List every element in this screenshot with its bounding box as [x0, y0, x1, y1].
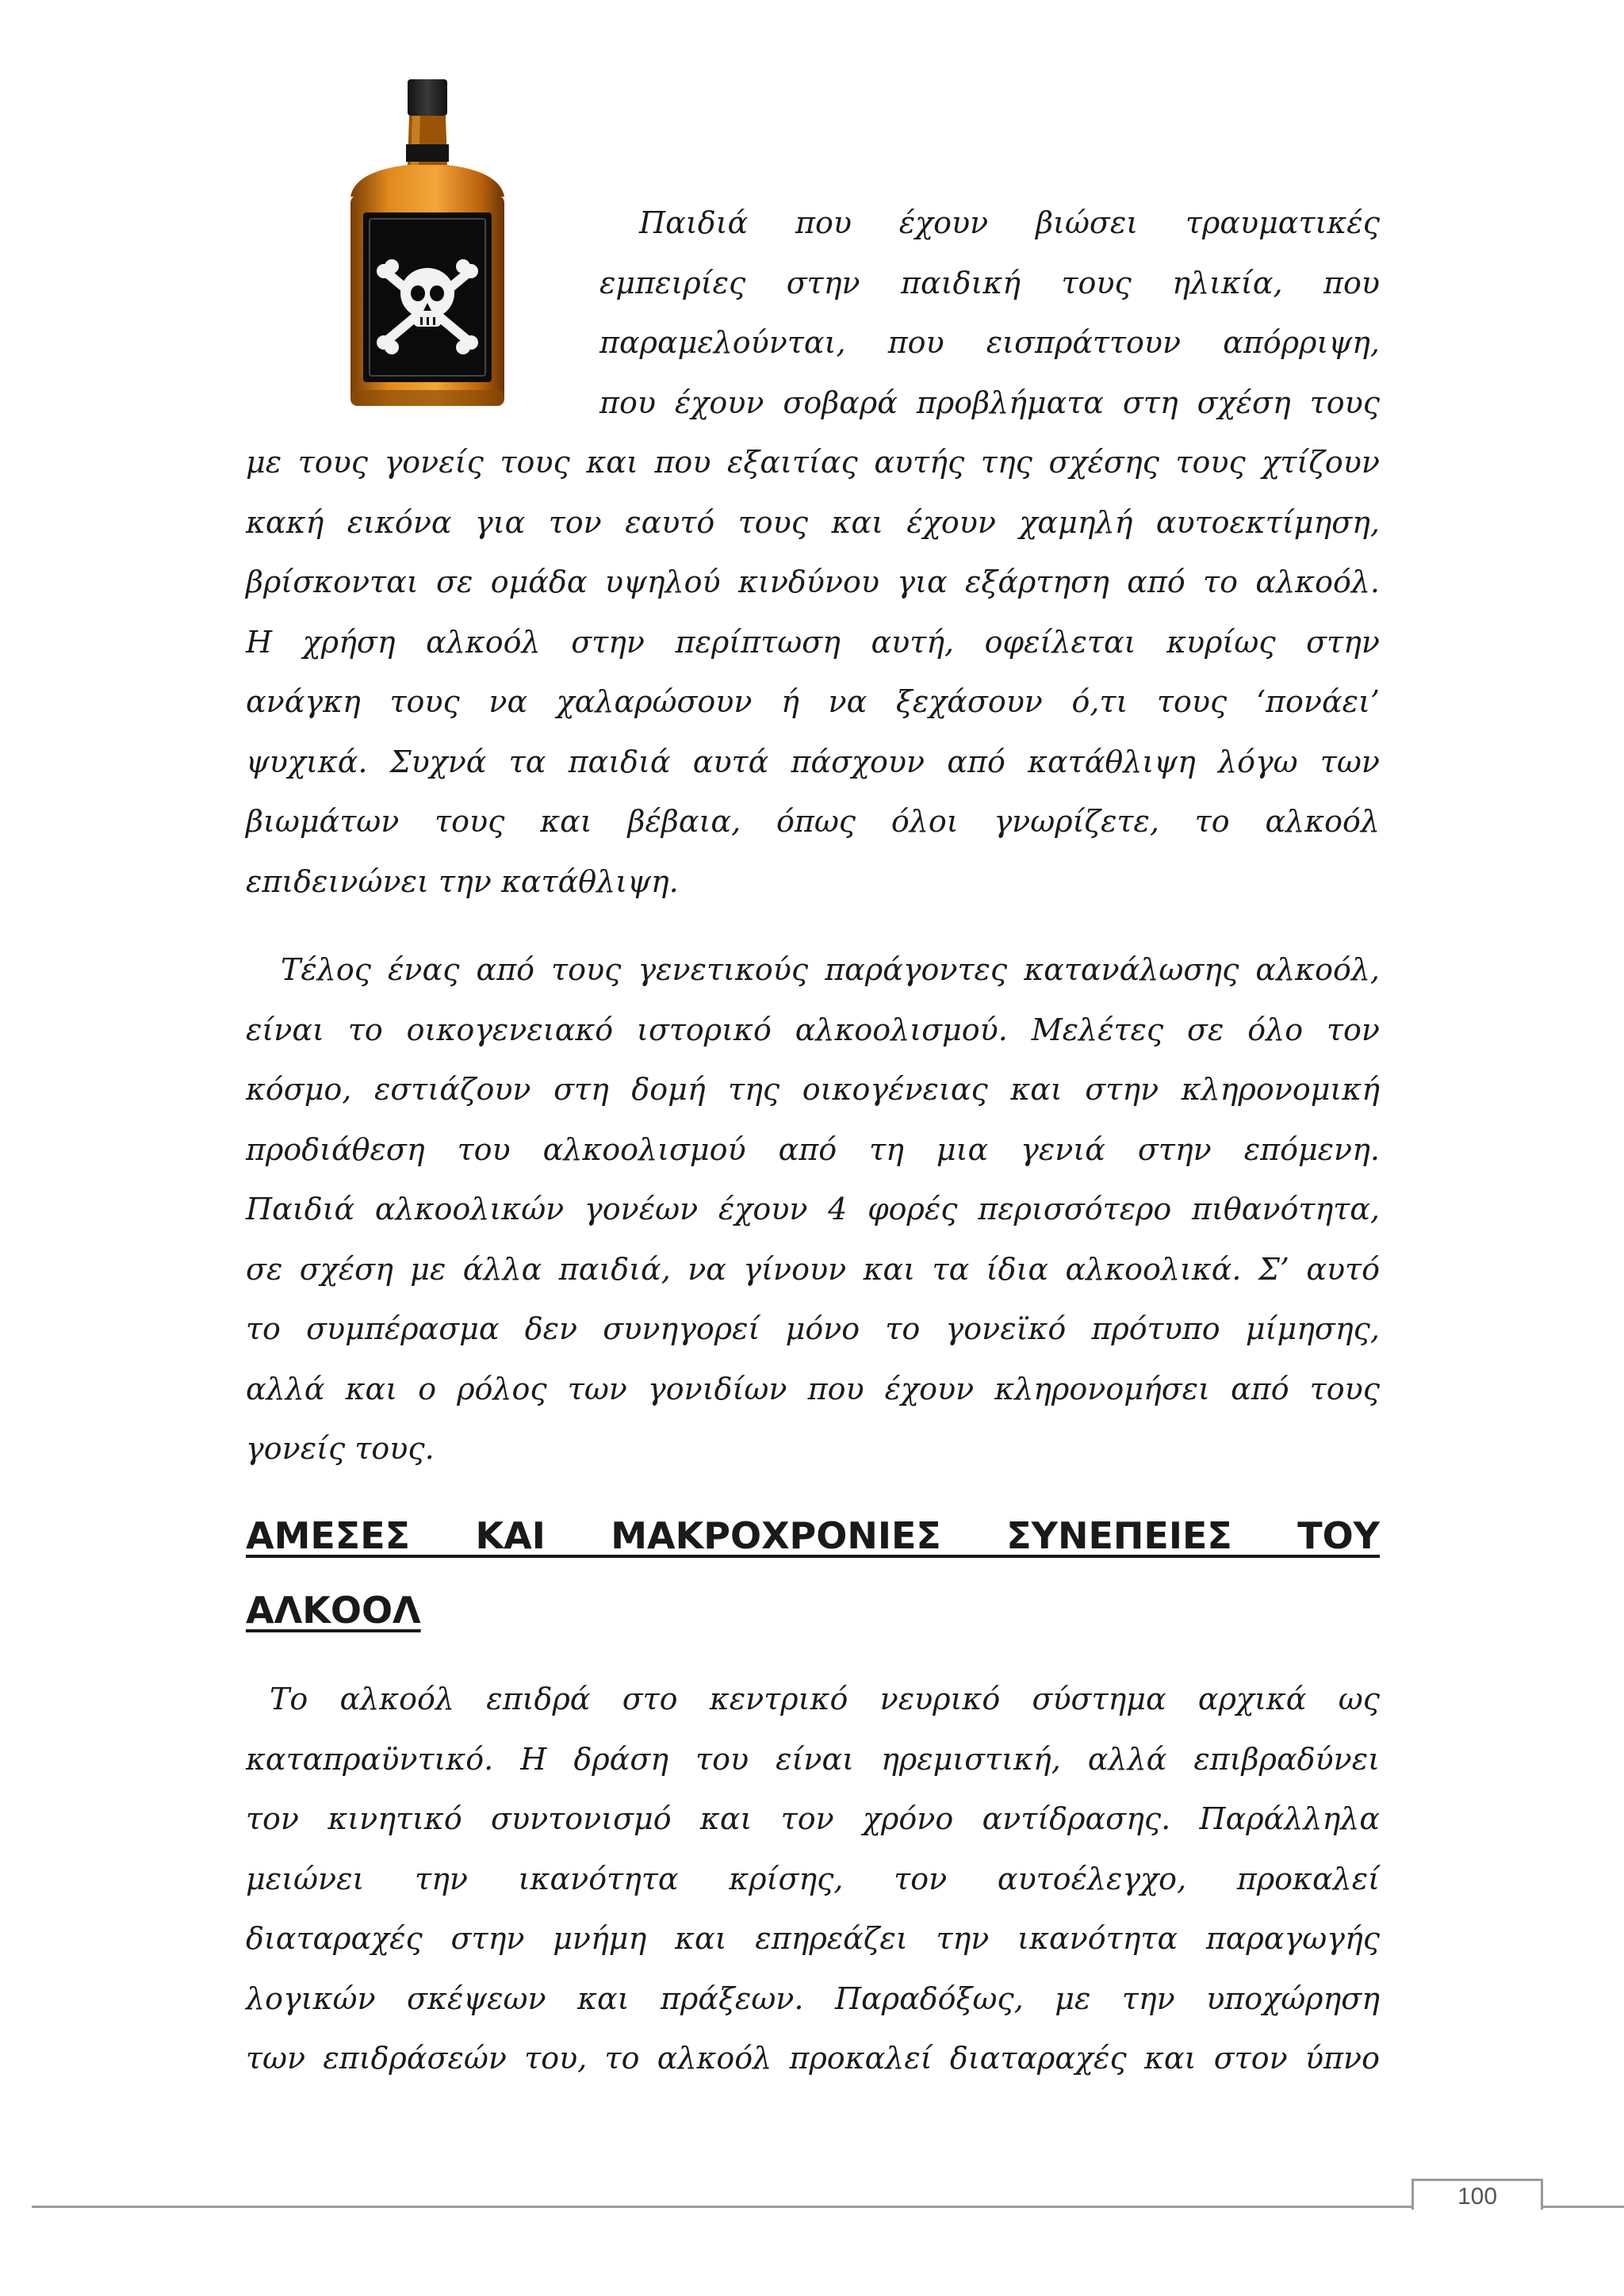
paragraph-1 — [246, 433, 1380, 912]
paragraph-line: ανάγκη τους να χαλαρώσουν ή να ξεχάσουν ό,τι τους ‘πονάει’ — [246, 684, 1380, 719]
paragraph-line: των επιδράσεών του, το αλκοόλ προκαλεί διαταραχές και στον ύπνο — [246, 2041, 1380, 2076]
intro-line: που έχουν σοβαρά προβλήματα στη σχέση τους — [599, 385, 1380, 420]
section-heading — [246, 1498, 1380, 1647]
paragraph-line: γονείς τους. — [246, 1431, 435, 1466]
paragraph-line: κακή εικόνα για τον εαυτό τους και έχουν χαμηλή αυτοεκτίμηση, — [246, 504, 1380, 540]
paragraph-line: Τέλος ένας από τους γενετικούς παράγοντες κατανάλωσης αλκοόλ, — [281, 952, 1380, 987]
paragraph-2 — [246, 940, 1380, 1479]
page-number: 100 — [1411, 2179, 1543, 2210]
intro-line: εμπειρίες στην παιδική τους ηλικία, που — [599, 265, 1380, 300]
paragraph-line: τον κινητικό συντονισμό και τον χρόνο αντίδρασης. Παράλληλα — [246, 1801, 1380, 1836]
paragraph-3 — [246, 1670, 1380, 2089]
whiskey-bottle-skull-icon — [339, 78, 515, 411]
paragraph-line: ψυχικά. Συχνά τα παιδιά αυτά πάσχουν από κατάθλιψη λόγω των — [246, 744, 1380, 779]
intro-line: Παιδιά που έχουν βιώσει τραυματικές — [639, 205, 1380, 240]
paragraph-line: το συμπέρασμα δεν συνηγορεί μόνο το γονεϊκό πρότυπο μίμησης, — [246, 1311, 1380, 1346]
paragraph-line: Παιδιά αλκοολικών γονέων έχουν 4 φορές περισσότερο πιθανότητα, — [246, 1192, 1380, 1226]
heading-line: ΑΛΚΟΟΛ — [246, 1589, 421, 1632]
intro-line: παραμελούνται, που εισπράττουν απόρριψη, — [599, 325, 1380, 360]
paragraph-line: λογικών σκέψεων και πράξεων. Παραδόξως, με την υποχώρηση — [246, 1980, 1380, 2016]
paragraph-line: αλλά και ο ρόλος των γονιδίων που έχουν κληρονομήσει από τους — [246, 1371, 1380, 1406]
paragraph-line: Η χρήση αλκοόλ στην περίπτωση αυτή, οφείλεται κυρίως στην — [246, 624, 1380, 660]
paragraph-line: σε σχέση με άλλα παιδιά, να γίνουν και τα ίδια αλκοολικά. Σ’ αυτό — [246, 1251, 1380, 1287]
paragraph-line: Το αλκοόλ επιδρά στο κεντρικό νευρικό σύστημα αρχικά ως — [270, 1682, 1380, 1716]
paragraph-line: μειώνει την ικανότητα κρίσης, τον αυτοέλεγχο, προκαλεί — [246, 1861, 1380, 1896]
paragraph-line: επιδεινώνει την κατάθλιψη. — [246, 863, 679, 899]
paragraph-line: διαταραχές στην μνήμη και επηρεάζει την ικανότητα παραγωγής — [246, 1921, 1380, 1956]
paragraph-line: με τους γονείς τους και που εξαιτίας αυτής της σχέσης τους χτίζουν — [246, 445, 1380, 480]
paragraph-line: βιωμάτων τους και βέβαια, όπως όλοι γνωρίζετε, το αλκοόλ — [246, 804, 1380, 839]
paragraph-line: βρίσκονται σε ομάδα υψηλού κινδύνου για εξάρτηση από το αλκοόλ. — [246, 564, 1380, 599]
intro-text-block — [599, 193, 1380, 433]
paragraph-line: προδιάθεση του αλκοολισμού από τη μια γενιά στην επόμενη. — [246, 1131, 1380, 1167]
heading-line: ΑΜΕΣΕΣ ΚΑΙ ΜΑΚΡΟΧΡΟΝΙΕΣ ΣΥΝΕΠΕΙΕΣ ΤΟΥ — [246, 1514, 1380, 1557]
paragraph-line: καταπραϋντικό. Η δράση του είναι ηρεμιστική, αλλά επιβραδύνει — [246, 1741, 1380, 1777]
paragraph-line: είναι το οικογενειακό ιστορικό αλκοολισμού. Μελέτες σε όλο τον — [246, 1012, 1380, 1047]
footer-divider — [32, 2206, 1624, 2208]
paragraph-line: κόσμο, εστιάζουν στη δομή της οικογένειας και στην κληρονομική — [246, 1072, 1380, 1107]
